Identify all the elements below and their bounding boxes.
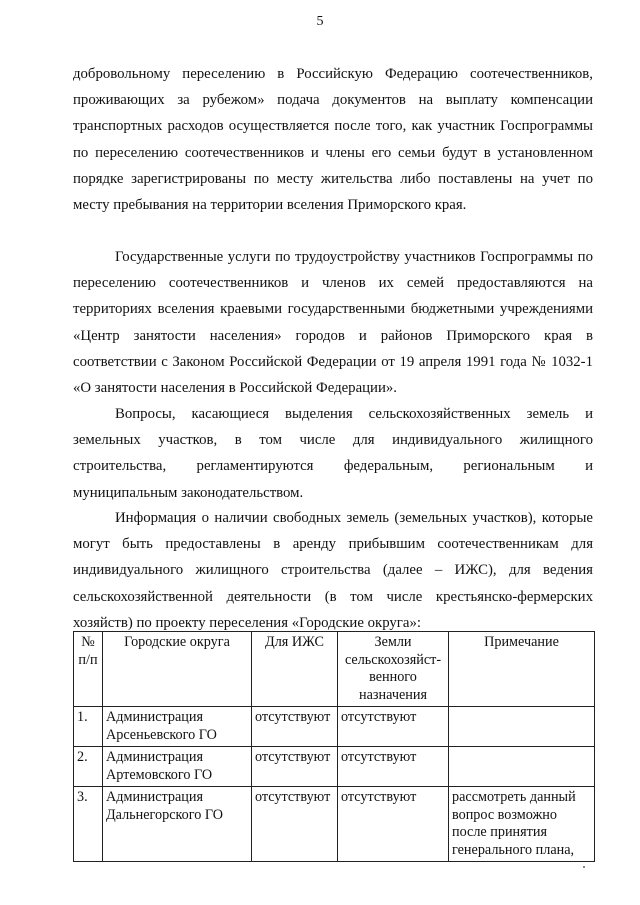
paragraph-employment-services (73, 244, 593, 401)
row-izhs: отсутствуют (252, 707, 338, 747)
row-number: 1. (74, 707, 103, 747)
paragraph-text: Вопросы, касающиеся выделения сельскохозяйственных земель и земельных участков, в том числе для индивидуального жилищного строительства, регламентируются федеральным, региональным и муниципальным законодательством. (73, 406, 593, 501)
paragraph-land-allocation (73, 401, 593, 506)
paragraph-continuation (73, 61, 593, 218)
row-number: 3. (74, 787, 103, 862)
header-note: Примечание (449, 632, 595, 707)
paragraph-text: Государственные услуги по трудоустройству участников Госпрограммы по переселению соотечественников и членов их семей предоставляются на территориях вселения краевыми государственными бюджетными учреждениями «Центр занятости населения» городов и районов Приморского края в соответствии с Законом Российской Федерации от 19 апреля 1991 года № 1032-1 «О занятости населения в Российской Федерации». (73, 249, 593, 397)
row-number: 2. (74, 747, 103, 787)
row-note (449, 707, 595, 747)
table-header-row (74, 632, 595, 707)
paragraph-free-land-info (73, 505, 593, 636)
page-number: 5 (316, 14, 324, 29)
row-agricultural-land: отсутствуют (338, 707, 449, 747)
row-district: Администрация Арсеньевского ГО (103, 707, 252, 747)
header-district: Городские округа (103, 632, 252, 707)
table-row (74, 747, 595, 787)
row-agricultural-land: отсутствуют (338, 747, 449, 787)
header-izhs: Для ИЖС (252, 632, 338, 707)
row-izhs: отсутствуют (252, 787, 338, 862)
table-row (74, 787, 595, 862)
row-district: Администрация Дальнегорского ГО (103, 787, 252, 862)
header-agricultural-land: Земли сельскохозяйст-венного назначения (338, 632, 449, 707)
row-district: Администрация Артемовского ГО (103, 747, 252, 787)
row-izhs: отсутствуют (252, 747, 338, 787)
row-agricultural-land: отсутствуют (338, 787, 449, 862)
free-land-table (73, 631, 595, 862)
row-note: рассмотреть данный вопрос возможно после принятия генерального плана, (449, 787, 595, 862)
paragraph-text: добровольному переселению в Российскую Федерацию соотечественников, проживающих за рубежом» подача документов на выплату компенсации транспортных расходов осуществляется после того, как участник Госпрограммы по переселению соотечественников и члены его семьи будут в установленном порядке зарегистрированы по месту жительства либо поставлены на учет по месту пребывания на территории вселения Приморского края. (73, 66, 593, 214)
scan-speck (583, 866, 585, 868)
paragraph-text: Информация о наличии свободных земель (земельных участков), которые могут быть предоставлены в аренду прибывшим соотечественникам для индивидуального жилищного строительства (далее – ИЖС), для ведения сельскохозяйственной деятельности (в том числе крестьянско-фермерских хозяйств) по проекту переселения «Городские округа»: (73, 510, 593, 631)
header-number: № п/п (74, 632, 103, 707)
table-row (74, 707, 595, 747)
row-note (449, 747, 595, 787)
